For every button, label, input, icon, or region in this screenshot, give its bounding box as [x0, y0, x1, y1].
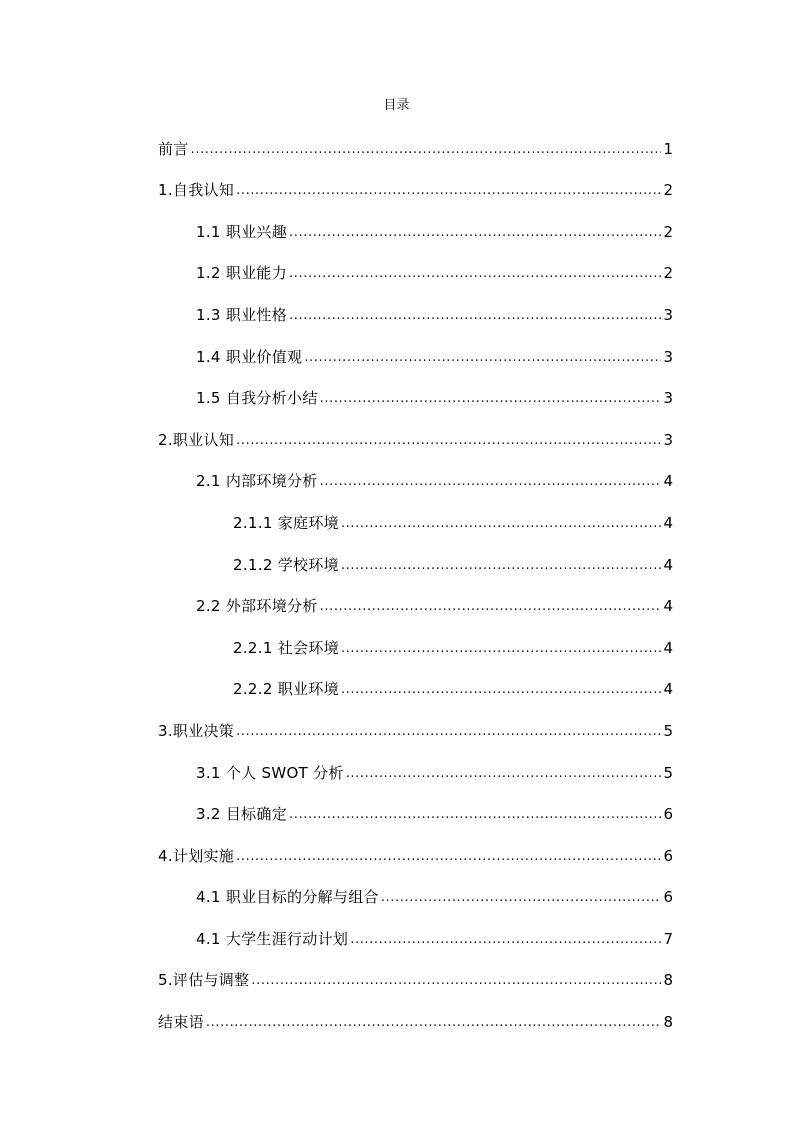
dot-leader — [289, 806, 661, 824]
toc-entry[interactable] — [158, 415, 673, 457]
toc-entry[interactable] — [158, 207, 673, 249]
dot-leader — [236, 182, 661, 200]
toc-entry-label: 2.2.1 社会环境 — [233, 638, 339, 657]
dot-leader — [320, 473, 662, 491]
toc-entry-label: 1.2 职业能力 — [196, 264, 288, 283]
toc-entry-page: 3 — [663, 305, 673, 324]
toc-entry-page: 7 — [663, 929, 673, 948]
toc-entry-label: 4.计划实施 — [158, 846, 235, 865]
toc-entry-label: 3.1 个人 SWOT 分析 — [196, 763, 344, 782]
dot-leader — [289, 265, 661, 283]
toc-entry-page: 5 — [663, 763, 673, 782]
toc-entry[interactable] — [158, 706, 673, 748]
toc-entry-label: 1.4 职业价值观 — [196, 347, 303, 366]
toc-entry[interactable] — [158, 914, 673, 956]
table-of-contents — [158, 124, 673, 1039]
toc-entry[interactable] — [158, 457, 673, 499]
toc-entry[interactable] — [158, 790, 673, 832]
toc-entry-label: 4.1 大学生涯行动计划 — [196, 929, 349, 948]
toc-entry[interactable] — [158, 582, 673, 624]
dot-leader — [236, 848, 661, 866]
toc-entry-page: 6 — [663, 805, 673, 824]
toc-entry-label: 5.评估与调整 — [158, 971, 250, 990]
toc-entry[interactable] — [158, 249, 673, 291]
dot-leader — [236, 723, 661, 741]
toc-entry-page: 4 — [663, 597, 673, 616]
toc-entry-label: 2.2 外部环境分析 — [196, 597, 318, 616]
dot-leader — [289, 307, 661, 325]
toc-entry[interactable] — [158, 124, 673, 166]
toc-entry[interactable] — [158, 332, 673, 374]
toc-entry-label: 1.1 职业兴趣 — [196, 222, 288, 241]
toc-entry[interactable] — [158, 956, 673, 998]
toc-entry-page: 5 — [663, 721, 673, 740]
toc-entry-label: 3.2 目标确定 — [196, 805, 288, 824]
toc-entry-page: 2 — [663, 264, 673, 283]
toc-entry-page: 3 — [663, 389, 673, 408]
dot-leader — [320, 598, 662, 616]
toc-entry[interactable] — [158, 540, 673, 582]
toc-entry-label: 1.自我认知 — [158, 181, 235, 200]
toc-entry-page: 1 — [663, 139, 673, 158]
toc-entry-page: 4 — [663, 680, 673, 699]
dot-leader — [191, 141, 662, 159]
dot-leader — [236, 432, 661, 450]
toc-entry-page: 4 — [663, 638, 673, 657]
toc-entry[interactable] — [158, 748, 673, 790]
toc-entry-label: 2.职业认知 — [158, 430, 235, 449]
toc-entry-label: 2.1.1 家庭环境 — [233, 513, 339, 532]
dot-leader — [381, 889, 662, 907]
toc-entry-label: 1.3 职业性格 — [196, 305, 288, 324]
toc-entry[interactable] — [158, 374, 673, 416]
toc-entry-page: 4 — [663, 472, 673, 491]
toc-entry-page: 3 — [663, 430, 673, 449]
toc-entry-page: 2 — [663, 181, 673, 200]
dot-leader — [304, 349, 661, 367]
toc-title: 目录 — [383, 98, 410, 113]
dot-leader — [320, 390, 662, 408]
dot-leader — [289, 224, 661, 242]
toc-entry-page: 8 — [663, 971, 673, 990]
dot-leader — [341, 515, 662, 533]
toc-entry-page: 6 — [663, 888, 673, 907]
toc-entry[interactable] — [158, 166, 673, 208]
dot-leader — [350, 931, 661, 949]
toc-entry-label: 2.2.2 职业环境 — [233, 680, 339, 699]
toc-entry-label: 2.1.2 学校环境 — [233, 555, 339, 574]
toc-entry-page: 6 — [663, 846, 673, 865]
toc-entry-label: 前言 — [158, 139, 189, 158]
toc-entry-page: 3 — [663, 347, 673, 366]
toc-entry[interactable] — [158, 873, 673, 915]
dot-leader — [341, 640, 662, 658]
toc-entry-page: 4 — [663, 555, 673, 574]
toc-entry[interactable] — [158, 290, 673, 332]
dot-leader — [251, 972, 661, 990]
toc-entry[interactable] — [158, 498, 673, 540]
toc-entry-label: 3.职业决策 — [158, 721, 235, 740]
dot-leader — [346, 765, 662, 783]
toc-entry-page: 4 — [663, 513, 673, 532]
dot-leader — [341, 557, 662, 575]
toc-entry[interactable] — [158, 997, 673, 1039]
toc-entry-label: 4.1 职业目标的分解与组合 — [196, 888, 379, 907]
toc-entry-page: 2 — [663, 222, 673, 241]
toc-entry-page: 8 — [663, 1013, 673, 1032]
toc-entry-label: 结束语 — [158, 1013, 204, 1032]
toc-entry-label: 2.1 内部环境分析 — [196, 472, 318, 491]
toc-entry[interactable] — [158, 623, 673, 665]
dot-leader — [206, 1014, 662, 1032]
dot-leader — [341, 681, 662, 699]
toc-entry[interactable] — [158, 665, 673, 707]
toc-entry-label: 1.5 自我分析小结 — [196, 389, 318, 408]
toc-entry[interactable] — [158, 831, 673, 873]
